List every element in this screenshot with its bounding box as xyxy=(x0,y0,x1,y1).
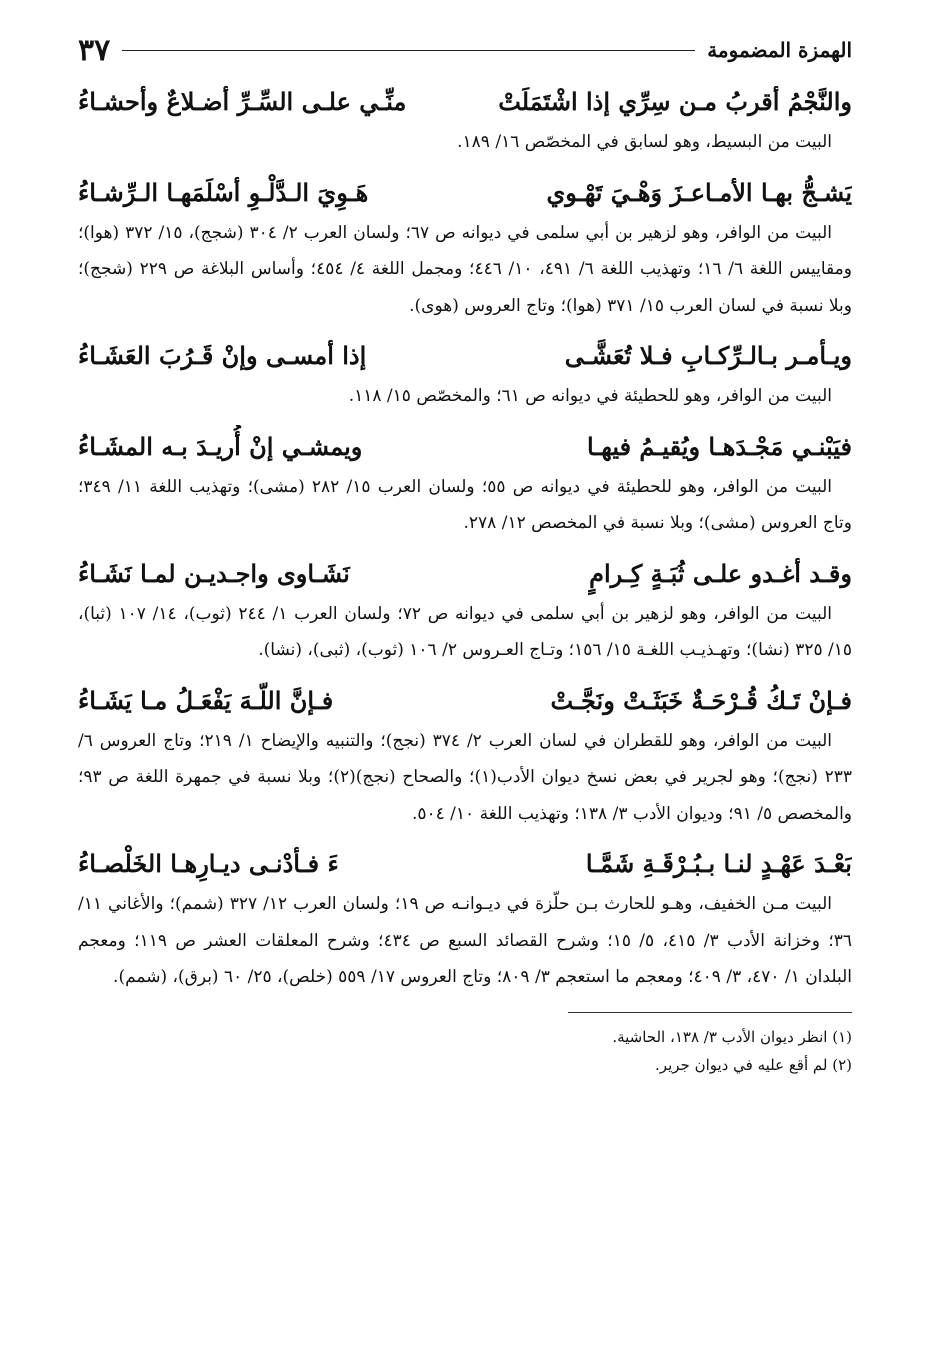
verse-source-note: البيت من الوافر، وهو لزهير بن أبي سلمى في ديوانه ص ٧٢؛ ولسان العرب ١/ ٢٤٤ (ثوب)، ١٤/ ١٠٧ (ثبا)، ١٥/ ٣٢٥ (نشا)؛ وتهـذيـب اللغـة ١٥/ ١٥٦؛ وتـاج العـروس ٢/ ١٠٦ (ثوب)، (ثبى)، (نشا). xyxy=(78,603,852,660)
footnote-2: (٢) لم أقع عليه في ديوان جرير. xyxy=(655,1055,852,1074)
verse-entry-6 xyxy=(78,679,852,833)
verse-first-hemistich: يَشـجُّ بهـا الأمـاعـزَ وَهْـيَ تَهْـوي xyxy=(546,177,852,207)
chapter-title: الهمزة المضمومة xyxy=(707,38,852,62)
verse-first-hemistich: فيَبْنـي مَجْـدَهـا ويُقيـمُ فيهـا xyxy=(586,431,852,461)
verse-line xyxy=(78,679,852,723)
verse-entry-4 xyxy=(78,425,852,542)
verse-second-hemistich: ويمشـي إنْ أُريـدَ بـه المشَـاءُ xyxy=(78,431,363,461)
verse-entry-7 xyxy=(78,842,852,996)
verse-source-note: البيت من الوافر، وهو للحطيئة في ديوانه ص ٦١؛ والمخصّص ١٥/ ١١٨. xyxy=(348,386,832,406)
verse-source-note: البيت من البسيط، وهو لسابق في المخصّص ١٦/ ١٨٩. xyxy=(457,132,832,152)
verse-source-note: البيت من الوافر، وهو لزهير بن أبي سلمى في ديوانه ص ٦٧؛ ولسان العرب ٢/ ٣٠٤ (شجج)، ١٥/ ٣٧٢ (هوا)؛ ومقاييس اللغة ٦/ ١٦؛ وتهذيب اللغة ٦/ ٤٩١، ١٠/ ٤٤٦؛ ومجمل اللغة ٤/ ٤٥٤؛ وأساس البلاغة ص ٢٢٩ (شجج)؛ وبلا نسبة في لسان العرب ١٥/ ٣٧١ (هوا)؛ وتاج العروس (هوى). xyxy=(78,222,852,316)
verse-second-hemistich: هَـوِيَ الـدَّلْـوِ أسْلَمَهـا الـرِّشـاءُ xyxy=(78,177,369,207)
verse-first-hemistich: ويـأمـر بـالـرِّكـابِ فـلا تُعَشَّـى xyxy=(564,341,852,370)
verse-line xyxy=(78,552,852,596)
verse-source-note: البيت مـن الخفيف، وهـو للحارث بـن حلّزة في ديـوانـه ص ١٩؛ ولسان العرب ١٢/ ٣٢٧ (شمم)؛ والأغاني ١١/ ٣٦؛ وخزانة الأدب ٣/ ٤١٥، ٥/ ١٥؛ وشرح القصائد السبع ص ٤٣٤؛ وشرح المعلقات العشر ص ١١٩؛ ومعجم البلدان ١/ ٤٧٠، ٣/ ٤٠٩؛ ومعجم ما استعجم ٣/ ٨٠٩؛ وتاج العروس ١٧/ ٥٥٩ (خلص)، ٢٥/ ٦٠ (برق)، (شمم). xyxy=(78,894,853,987)
verse-first-hemistich: بَعْـدَ عَهْـدٍ لنـا بـبُـرْقَـةِ شَمَّـا xyxy=(585,849,852,878)
verse-second-hemistich: نَشَـاوى واجـديـن لمـا نَشَـاءُ xyxy=(78,558,350,588)
verse-entry-5 xyxy=(78,552,852,669)
page xyxy=(78,28,852,1079)
footnotes xyxy=(78,1023,852,1079)
verse-line xyxy=(78,842,852,886)
verse-second-hemistich: فـإنَّ اللّـهَ يَفْعَـلُ مـا يَشَـاءُ xyxy=(78,685,334,715)
verse-second-hemistich: منِّـي علـى السِّـرِّ أضـلاعٌ وأحشـاءُ xyxy=(78,87,407,116)
verse-line xyxy=(78,334,852,378)
running-header xyxy=(78,28,852,72)
verse-entry-2 xyxy=(78,171,852,325)
verse-line xyxy=(78,80,852,124)
verse-second-hemistich: ءَ فـأدْنـى ديـارِهـا الخَلْصـاءُ xyxy=(78,849,339,878)
footnote-1: (١) انظر ديوان الأدب ٣/ ١٣٨، الحاشية. xyxy=(612,1027,852,1046)
verse-source-note: البيت من الوافر، وهو للحطيئة في ديوانه ص ٥٥؛ ولسان العرب ١٥/ ٢٨٢ (مشى)؛ وتهذيب اللغة ١١/ ٣٤٩؛ وتاج العروس (مشى)؛ وبلا نسبة في المخصص ١٢/ ٢٧٨. xyxy=(78,476,852,533)
header-rule xyxy=(122,50,695,51)
page-number: ٣٧ xyxy=(78,32,111,68)
verse-line xyxy=(78,425,852,469)
verse-entry-1 xyxy=(78,80,852,161)
verse-first-hemistich: والنَّجْمُ أقربُ مـن سِرِّي إذا اشْتَمَلَتْ xyxy=(498,87,852,116)
verse-source-note: البيت من الوافر، وهو للقطران في لسان العرب ٢/ ٣٧٤ (نجج)؛ والتنبيه والإيضاح ١/ ٢١٩؛ وتاج العروس ٦/ ٢٣٣ (نجج)؛ وهو لجرير في بعض نسخ ديوان الأدب(١)؛ والصحاح (نجج)(٢)؛ وبلا نسبة في جمهرة اللغة ص ٩٣؛ والمخصص ٥/ ٩١؛ وديوان الأدب ٣/ ١٣٨؛ وتهذيب اللغة ١٠/ ٥٠٤. xyxy=(78,730,852,824)
verse-first-hemistich: فـإنْ تَـكُ قُـرْحَـةٌ خَبَثَـتْ ونَجَّـتْ xyxy=(550,685,852,715)
verse-first-hemistich: وقـد أغـدو علـى ثُبَـةٍ كِـرامٍ xyxy=(589,558,852,588)
verse-line xyxy=(78,171,852,215)
verse-second-hemistich: إذا أمسـى وإنْ قَـرُبَ العَشَـاءُ xyxy=(78,341,367,370)
verse-entry-3 xyxy=(78,334,852,415)
footnote-separator xyxy=(568,1012,852,1013)
